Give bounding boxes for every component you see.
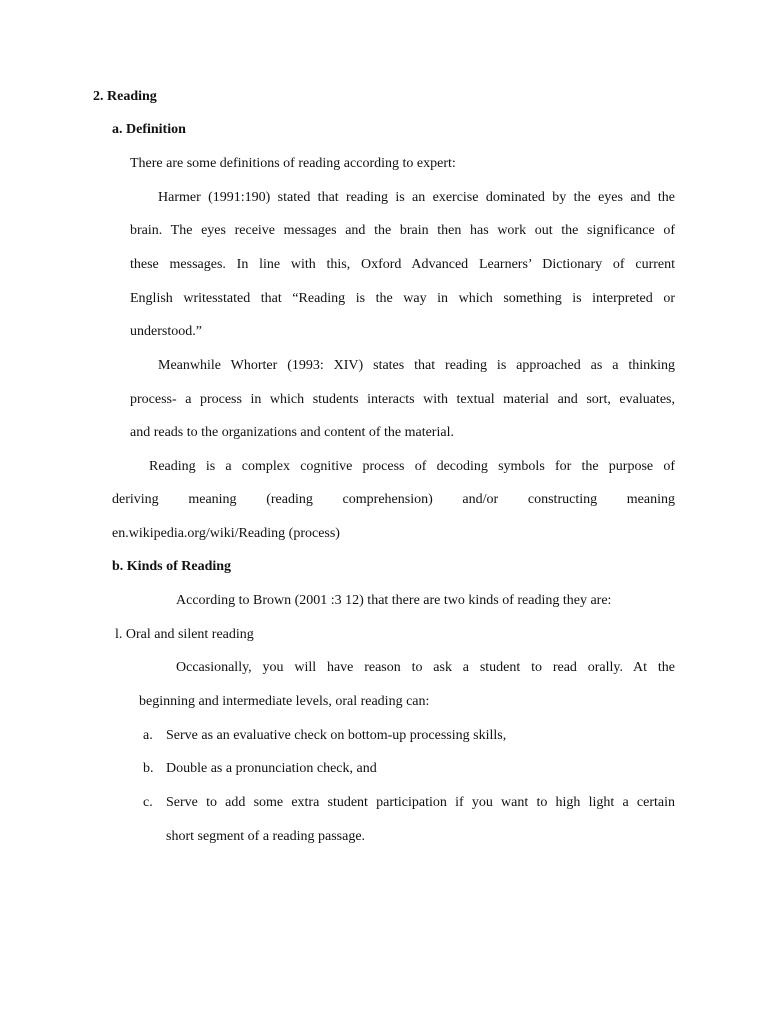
paragraph-line: en.wikipedia.org/wiki/Reading (process): [112, 526, 340, 541]
list-item-continuation: short segment of a reading passage.: [166, 829, 366, 844]
paragraph-line: Occasionally, you will have reason to ask a student to read orally. At the: [176, 660, 675, 675]
list-item: Serve to add some extra student participation if you want to high light a certain: [166, 795, 675, 810]
definition-intro: There are some definitions of reading according to expert:: [130, 156, 456, 171]
paragraph-line: these messages. In line with this, Oxford Advanced Learners’ Dictionary of current: [130, 257, 675, 272]
paragraph-line: Meanwhile Whorter (1993: XIV) states that reading is approached as a thinking: [158, 358, 675, 373]
list-item: Serve as an evaluative check on bottom-up processing skills,: [166, 728, 507, 743]
paragraph-line: process- a process in which students interacts with textual material and sort, evaluates,: [130, 392, 675, 407]
paragraph-line: beginning and intermediate levels, oral reading can:: [139, 694, 430, 709]
list-heading-oral-silent: l. Oral and silent reading: [115, 627, 254, 642]
paragraph-line: brain. The eyes receive messages and the brain then has work out the significance of: [130, 223, 675, 238]
paragraph-line: and reads to the organizations and content of the material.: [130, 425, 454, 440]
list-item: Double as a pronunciation check, and: [166, 761, 377, 776]
list-marker: c.: [143, 795, 153, 810]
list-marker: b.: [143, 761, 154, 776]
paragraph-line: deriving meaning (reading comprehension) and/or constructing meaning: [112, 492, 675, 507]
paragraph-line: English writesstated that “Reading is the way in which something is interpreted or: [130, 291, 675, 306]
list-marker: a.: [143, 728, 153, 743]
paragraph-line: Harmer (1991:190) stated that reading is an exercise dominated by the eyes and the: [158, 190, 675, 205]
kinds-intro: According to Brown (2001 :3 12) that there are two kinds of reading they are:: [176, 593, 612, 608]
paragraph-line: Reading is a complex cognitive process of decoding symbols for the purpose of: [149, 459, 675, 474]
subsection-title-kinds: b. Kinds of Reading: [112, 559, 232, 574]
section-heading: 2. Reading: [93, 89, 157, 104]
subsection-title-definition: a. Definition: [112, 122, 186, 137]
paragraph-line: understood.”: [130, 324, 202, 339]
